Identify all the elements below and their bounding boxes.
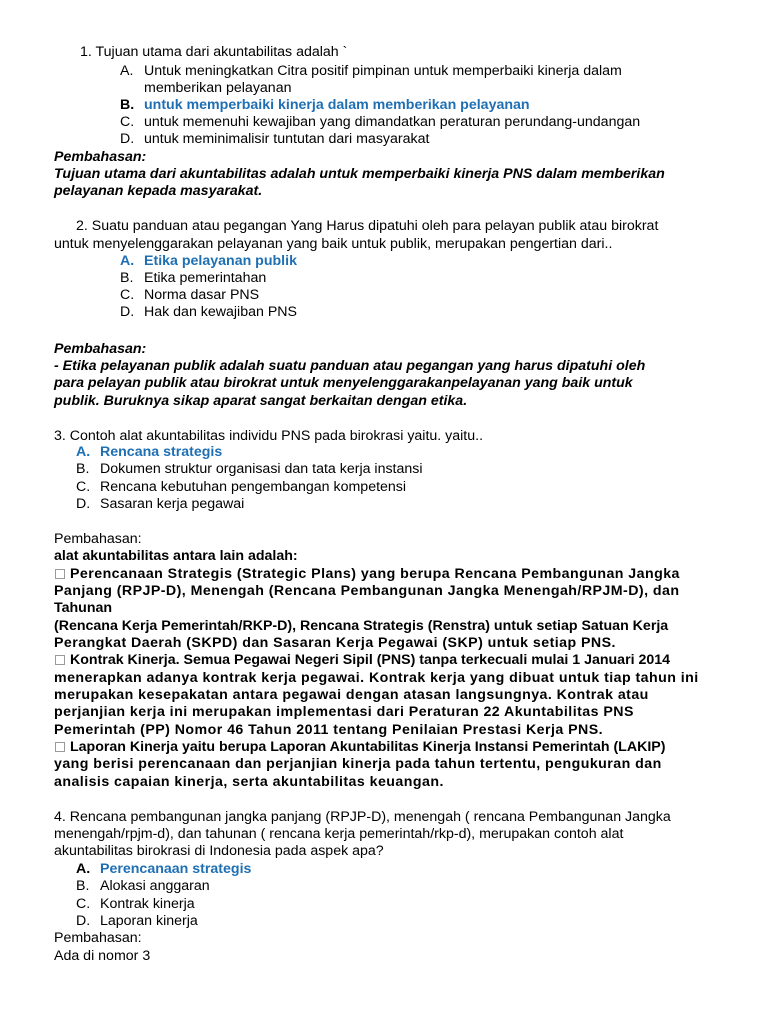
q3-pembahasan-line: merupakan kesepakatan antara pegawai dengan atasan langsungnya. Kontrak atau: [54, 687, 649, 703]
q3-option-c: [76, 479, 406, 496]
option-letter: D.: [76, 913, 91, 929]
option-text: Norma dasar PNS: [144, 287, 260, 303]
option-letter: A.: [120, 253, 135, 269]
option-text: Etika pemerintahan: [144, 270, 267, 286]
option-letter: A.: [76, 861, 91, 877]
q3-pembahasan-line: (Rencana Kerja Pemerintah/RKP-D), Rencana Strategis (Renstra) untuk setiap Satuan Kerja: [54, 618, 669, 634]
q3-pembahasan-line: alat akuntabilitas antara lain adalah:: [54, 548, 298, 564]
option-text: untuk memenuhi kewajiban yang dimandatkan peraturan perundang-undangan: [144, 114, 641, 130]
option-letter: B.: [120, 97, 135, 113]
option-letter: B.: [76, 878, 90, 894]
option-letter: C.: [120, 287, 135, 303]
q4-option-b: [76, 878, 210, 895]
bullet-box-icon: [55, 655, 65, 665]
option-letter: C.: [76, 896, 91, 912]
bullet-box-icon: [55, 742, 65, 752]
option-letter: C.: [76, 479, 91, 495]
option-text: Hak dan kewajiban PNS: [144, 304, 297, 320]
bullet-text: Laporan Kinerja yaitu berupa Laporan Akuntabilitas Kinerja Instansi Pemerintah (LAKIP): [70, 739, 666, 755]
q2-pembahasan-line: para pelayan publik atau birokrat untuk menyelenggarakanpelayanan yang baik untuk: [54, 375, 633, 391]
q3-pembahasan-line: Pemerintah (PP) Nomor 46 Tahun 2011 tentang Penilaian Prestasi Kerja PNS.: [54, 722, 604, 738]
q1-pembahasan-line: Tujuan utama dari akuntabilitas adalah untuk memperbaiki kinerja PNS dalam memberikan: [54, 166, 665, 182]
bullet-text: Kontrak Kinerja. Semua Pegawai Negeri Sipil (PNS) tanpa terkecuali mulai 1 Januari 2014: [70, 652, 671, 668]
option-text: Etika pelayanan publik: [144, 253, 297, 269]
q4-pembahasan-label: Pembahasan:: [54, 930, 142, 946]
q2-question-line: untuk menyelenggarakan pelayanan yang baik untuk publik, merupakan pengertian dari..: [54, 236, 613, 252]
q3-pembahasan-line: Panjang (RPJP-D), Menengah (Rencana Pembangunan Jangka Menengah/RPJM-D), dan: [54, 583, 680, 599]
option-text: Dokumen struktur organisasi dan tata kerja instansi: [100, 461, 423, 477]
q4-option-c: [76, 896, 195, 913]
q4-pembahasan-line: Ada di nomor 3: [54, 948, 151, 964]
option-letter: D.: [120, 304, 135, 320]
q3-pembahasan-line: [54, 652, 670, 669]
option-text: untuk memperbaiki kinerja dalam memberikan pelayanan: [144, 97, 530, 113]
option-text: Laporan kinerja: [100, 913, 198, 929]
q1-pembahasan-label: Pembahasan:: [54, 149, 147, 165]
q4-question-line: akuntabilitas birokrasi di Indonesia pada aspek apa?: [54, 843, 384, 859]
q3-option-b: [76, 461, 423, 478]
q3-pembahasan-line: menerapkan adanya kontrak kerja pegawai. Kontrak kerja yang dibuat untuk tiap tahun ini: [54, 670, 699, 686]
q1-option-d: [120, 131, 429, 148]
q1-option-c: [120, 114, 640, 131]
q4-question-line: menengah/rpjm-d), dan tahunan ( rencana kerja pemerintah/rkp-d), merupakan contoh alat: [54, 826, 624, 842]
q2-pembahasan-line: - Etika pelayanan publik adalah suatu panduan atau pegangan yang harus dipatuhi oleh: [54, 358, 646, 374]
q2-option-d: [120, 304, 297, 321]
q2-option-a-answer: [120, 253, 297, 270]
q4-option-d: [76, 913, 198, 930]
q1-option-a: [120, 63, 622, 80]
q1-option-a-cont: memberikan pelayanan: [144, 80, 292, 96]
option-letter: A.: [76, 444, 91, 460]
q2-pembahasan-line: publik. Buruknya sikap aparat sangat berkaitan dengan etika.: [54, 393, 468, 409]
option-text: Kontrak kinerja: [100, 896, 195, 912]
q2-question-line: 2. Suatu panduan atau pegangan Yang Harus dipatuhi oleh para pelayan publik atau birokrat: [76, 218, 659, 234]
q3-question: 3. Contoh alat akuntabilitas individu PNS pada birokrasi yaitu. yaitu..: [54, 428, 484, 444]
q3-pembahasan-label: Pembahasan:: [54, 531, 142, 547]
option-text: Untuk meningkatkan Citra positif pimpinan untuk memperbaiki kinerja dalam: [144, 63, 622, 79]
option-letter: D.: [120, 131, 135, 147]
option-text: untuk meminimalisir tuntutan dari masyarakat: [144, 131, 430, 147]
q4-question-line: 4. Rencana pembangunan jangka panjang (RPJP-D), menengah ( rencana Pembangunan Jangka: [54, 809, 671, 825]
q1-option-b-answer: [120, 97, 530, 114]
q3-pembahasan-line: Perangkat Daerah (SKPD) dan Sasaran Kerja Pegawai (SKP) untuk setiap PNS.: [54, 635, 616, 651]
bullet-text: Perencanaan Strategis (Strategic Plans) yang berupa Rencana Pembangunan Jangka: [70, 566, 680, 582]
option-text: Alokasi anggaran: [100, 878, 210, 894]
q3-pembahasan-line: Tahunan: [54, 600, 113, 616]
q3-pembahasan-line: yang berisi perencanaan dan perjanjian kinerja pada tahun tertentu, pengukuran dan: [54, 756, 662, 772]
q1-question: 1. Tujuan utama dari akuntabilitas adalah `: [80, 44, 348, 60]
option-text: Perencanaan strategis: [100, 861, 252, 877]
q2-pembahasan-label: Pembahasan:: [54, 341, 147, 357]
q3-pembahasan-line: analisis capaian kinerja, serta akuntabilitas keuangan.: [54, 774, 444, 790]
bullet-box-icon: [55, 569, 65, 579]
q2-option-c: [120, 287, 259, 304]
q3-option-a-answer: [76, 444, 222, 461]
option-text: Rencana strategis: [100, 444, 223, 460]
option-letter: D.: [76, 496, 91, 512]
q3-pembahasan-line: [54, 566, 680, 583]
option-text: Sasaran kerja pegawai: [100, 496, 245, 512]
option-letter: B.: [76, 461, 90, 477]
q3-pembahasan-line: perjanjian kerja ini merupakan implementasi dari Peraturan 22 Akuntabilitas PNS: [54, 704, 634, 720]
option-letter: C.: [120, 114, 135, 130]
option-letter: B.: [120, 270, 134, 286]
q1-pembahasan-line: pelayanan kepada masyarakat.: [54, 183, 263, 199]
option-letter: A.: [120, 63, 134, 79]
q4-option-a-answer: [76, 861, 251, 878]
q3-option-d: [76, 496, 244, 513]
option-text: Rencana kebutuhan pengembangan kompetensi: [100, 479, 407, 495]
q3-pembahasan-line: [54, 739, 665, 756]
q2-option-b: [120, 270, 266, 287]
